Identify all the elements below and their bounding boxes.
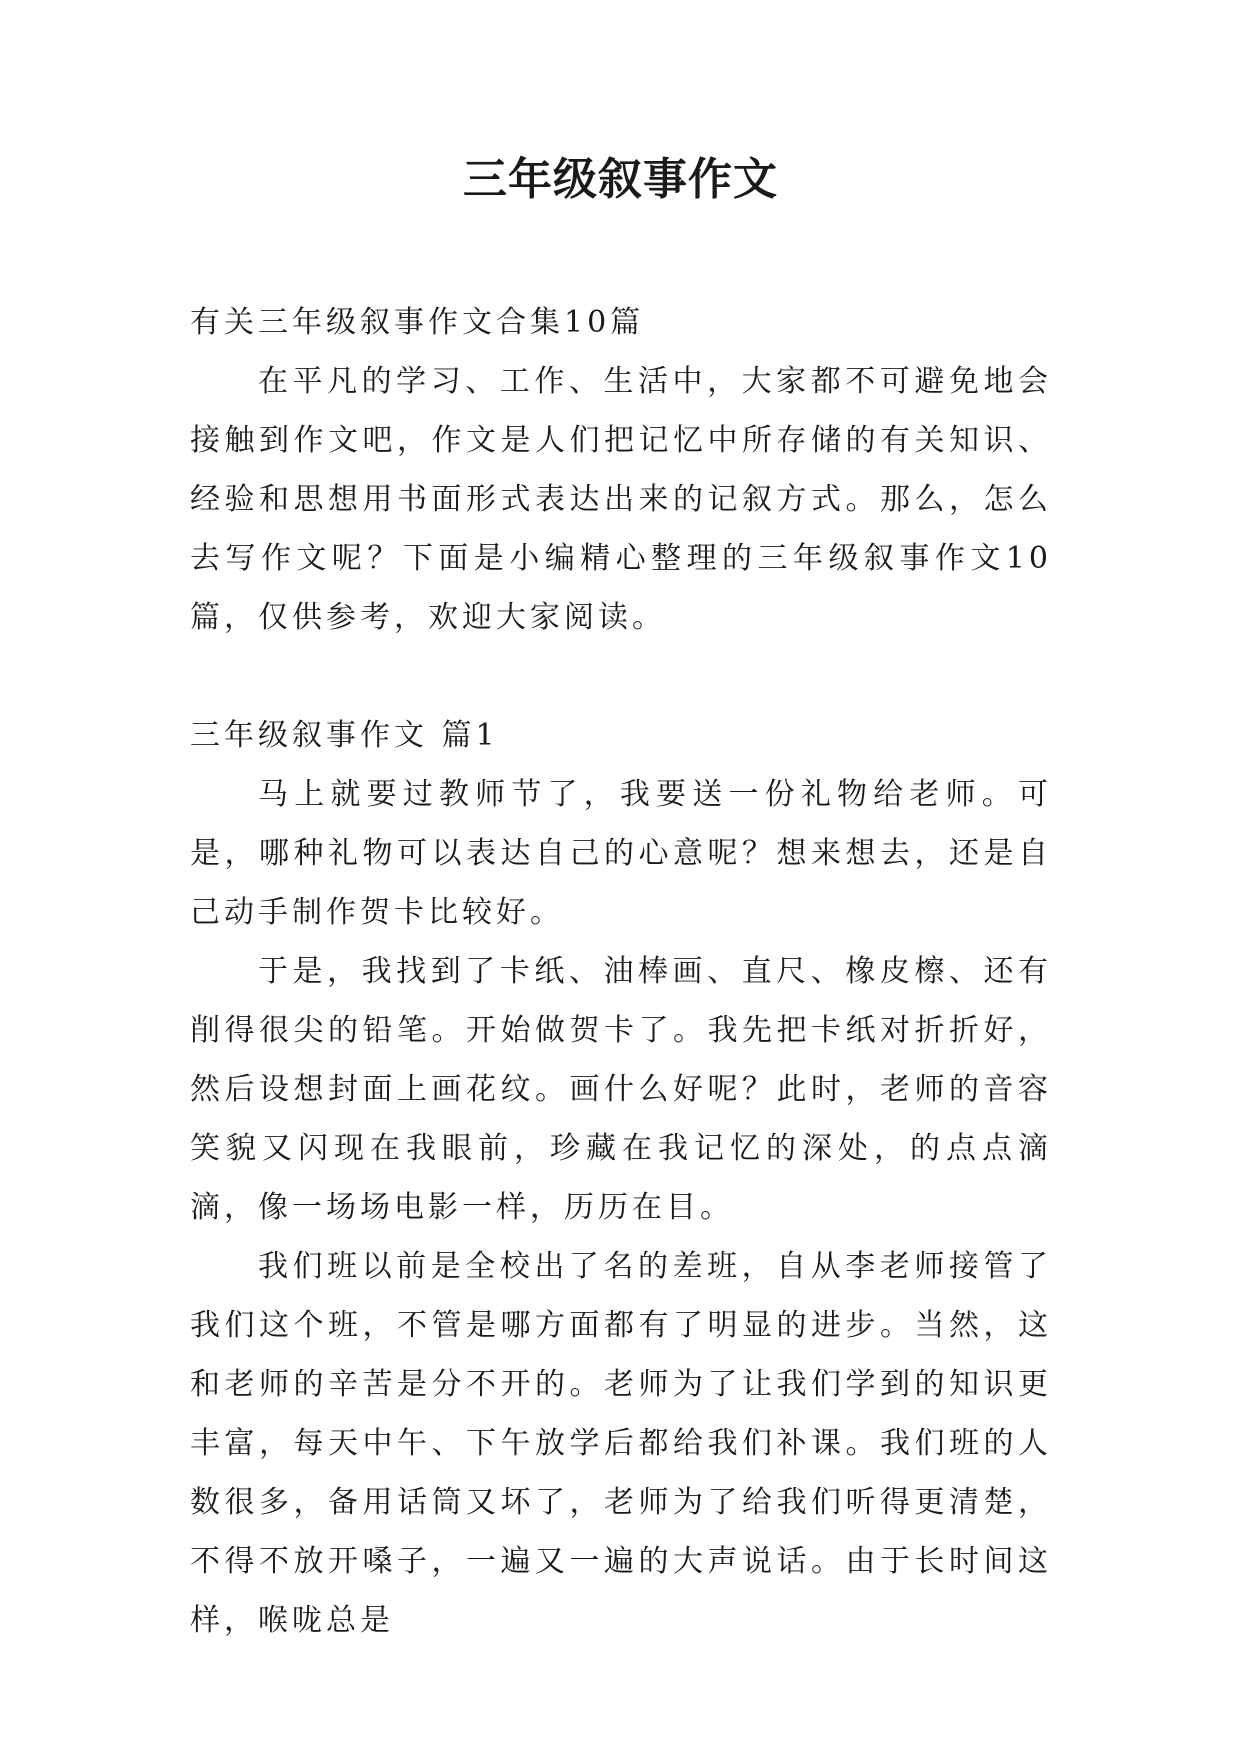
- body-paragraph: 我们班以前是全校出了名的差班，自从李老师接管了我们这个班，不管是哪方面都有了明显的进步。当然，这和老师的辛苦是分不开的。老师为了让我们学到的知识更丰富，每天中午、下午放学后都给我们补课。我们班的人数很多，备用话筒又坏了，老师为了给我们听得更清楚，不得不放开嗓子，一遍又一遍的大声说话。由于长时间这样，喉咙总是: [190, 1249, 1052, 1638]
- body-paragraph: 马上就要过教师节了，我要送一份礼物给老师。可是，哪种礼物可以表达自己的心意呢？想来想去，还是自己动手制作贺卡比较好。: [190, 777, 1052, 930]
- intro-heading: 有关三年级叙事作文合集10篇: [190, 305, 645, 340]
- document-body: [190, 293, 1052, 1650]
- body-paragraph: 于是，我找到了卡纸、油棒画、直尺、橡皮檫、还有削得很尖的铅笔。开始做贺卡了。我先把卡纸对折折好，然后设想封面上画花纹。画什么好呢？此时，老师的音容笑貌又闪现在我眼前，珍藏在我记忆的深处，的点点滴滴，像一场场电影一样，历历在目。: [190, 954, 1052, 1225]
- intro-paragraph: 在平凡的学习、工作、生活中，大家都不可避免地会接触到作文吧，作文是人们把记忆中所存储的有关知识、经验和思想用书面形式表达出来的记叙方式。那么，怎么去写作文呢？下面是小编精心整理的三年级叙事作文10篇，仅供参考，欢迎大家阅读。: [190, 364, 1052, 635]
- section-heading: 三年级叙事作文 篇1: [190, 718, 499, 753]
- document-title: 三年级叙事作文: [463, 154, 778, 205]
